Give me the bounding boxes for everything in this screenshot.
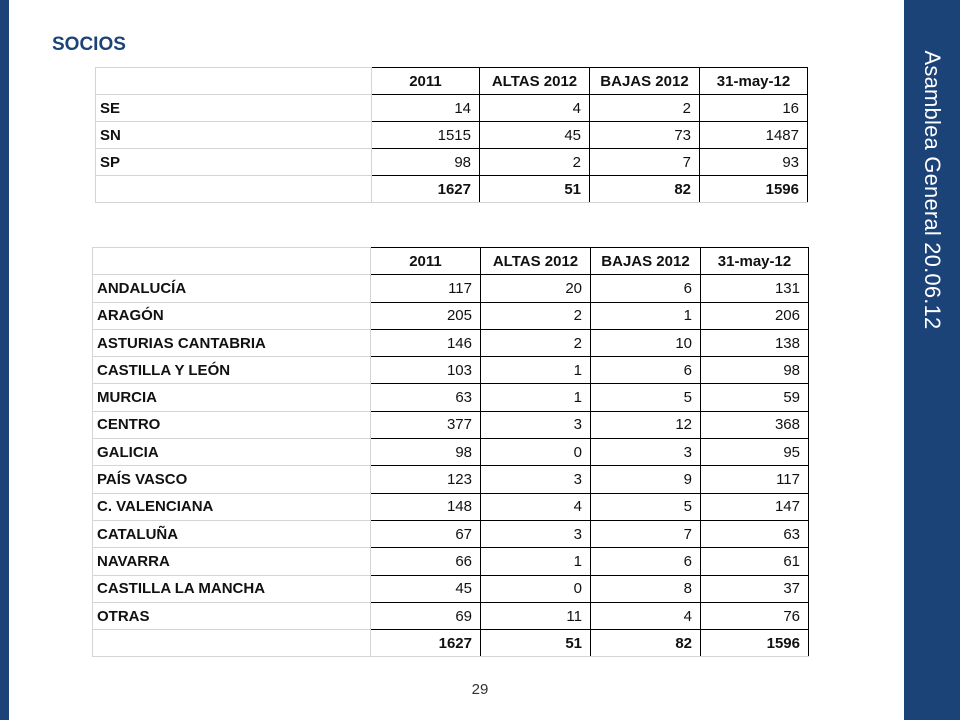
cell-value: 368 [701, 411, 809, 438]
column-header: 2011 [372, 68, 480, 95]
cell-value: 1 [481, 357, 591, 384]
total-value: 1596 [700, 176, 808, 203]
row-label: SN [96, 122, 372, 149]
row-label: CASTILLA Y LEÓN [93, 357, 371, 384]
total-value: 82 [590, 176, 700, 203]
total-value: 51 [480, 176, 590, 203]
cell-value: 206 [701, 302, 809, 329]
cell-value: 377 [371, 411, 481, 438]
cell-value: 2 [481, 329, 591, 356]
cell-value: 45 [480, 122, 590, 149]
cell-value: 5 [591, 493, 701, 520]
cell-value: 98 [371, 439, 481, 466]
slide-title: SOCIOS [52, 34, 126, 55]
cell-value: 67 [371, 520, 481, 547]
cell-value: 7 [591, 520, 701, 547]
cell-value: 95 [701, 439, 809, 466]
total-label-cell [96, 176, 372, 203]
cell-value: 37 [701, 575, 809, 602]
row-label: CASTILLA LA MANCHA [93, 575, 371, 602]
column-header: 2011 [371, 248, 481, 275]
column-header: BAJAS 2012 [590, 68, 700, 95]
table-row [96, 95, 808, 122]
cell-value: 8 [591, 575, 701, 602]
cell-value: 4 [480, 95, 590, 122]
column-header: 31-may-12 [701, 248, 809, 275]
cell-value: 3 [481, 520, 591, 547]
cell-value: 2 [481, 302, 591, 329]
cell-value: 98 [372, 149, 480, 176]
total-label-cell [93, 630, 371, 657]
cell-value: 14 [372, 95, 480, 122]
cell-value: 7 [590, 149, 700, 176]
cell-value: 12 [591, 411, 701, 438]
table-row [93, 357, 809, 384]
row-label: CENTRO [93, 411, 371, 438]
header-row [96, 68, 808, 95]
cell-value: 63 [371, 384, 481, 411]
row-label: GALICIA [93, 439, 371, 466]
cell-value: 10 [591, 329, 701, 356]
cell-value: 59 [701, 384, 809, 411]
socios-region-table [92, 247, 809, 657]
row-label: C. VALENCIANA [93, 493, 371, 520]
cell-value: 6 [591, 548, 701, 575]
row-label: ARAGÓN [93, 302, 371, 329]
row-label: NAVARRA [93, 548, 371, 575]
cell-value: 3 [591, 439, 701, 466]
row-label: MURCIA [93, 384, 371, 411]
cell-value: 16 [700, 95, 808, 122]
cell-value: 0 [481, 575, 591, 602]
table-row [93, 466, 809, 493]
total-row [96, 176, 808, 203]
table-row [93, 329, 809, 356]
column-header: ALTAS 2012 [480, 68, 590, 95]
cell-value: 2 [480, 149, 590, 176]
cell-value: 103 [371, 357, 481, 384]
row-label: ANDALUCÍA [93, 275, 371, 302]
row-label: CATALUÑA [93, 520, 371, 547]
cell-value: 45 [371, 575, 481, 602]
cell-value: 76 [701, 602, 809, 629]
column-header: 31-may-12 [700, 68, 808, 95]
column-header: BAJAS 2012 [591, 248, 701, 275]
left-accent-bar [0, 0, 9, 720]
cell-value: 131 [701, 275, 809, 302]
table-row [93, 520, 809, 547]
socios-type-table [95, 67, 808, 203]
row-label: PAÍS VASCO [93, 466, 371, 493]
cell-value: 69 [371, 602, 481, 629]
cell-value: 9 [591, 466, 701, 493]
corner-cell [96, 68, 372, 95]
table-row [93, 384, 809, 411]
table-row [93, 575, 809, 602]
page-number: 29 [471, 681, 489, 698]
table-row [93, 602, 809, 629]
cell-value: 146 [371, 329, 481, 356]
cell-value: 138 [701, 329, 809, 356]
cell-value: 123 [371, 466, 481, 493]
side-title: Asamblea General 20.06.12 [920, 50, 945, 330]
total-value: 1596 [701, 630, 809, 657]
cell-value: 98 [701, 357, 809, 384]
cell-value: 6 [591, 275, 701, 302]
cell-value: 3 [481, 466, 591, 493]
table-row [93, 439, 809, 466]
cell-value: 1 [591, 302, 701, 329]
total-value: 51 [481, 630, 591, 657]
cell-value: 93 [700, 149, 808, 176]
cell-value: 20 [481, 275, 591, 302]
cell-value: 1 [481, 548, 591, 575]
table-row [93, 411, 809, 438]
cell-value: 2 [590, 95, 700, 122]
cell-value: 3 [481, 411, 591, 438]
total-value: 1627 [371, 630, 481, 657]
cell-value: 66 [371, 548, 481, 575]
total-row [93, 630, 809, 657]
table-row [93, 275, 809, 302]
cell-value: 6 [591, 357, 701, 384]
row-label: OTRAS [93, 602, 371, 629]
column-header: ALTAS 2012 [481, 248, 591, 275]
cell-value: 1515 [372, 122, 480, 149]
row-label: SP [96, 149, 372, 176]
cell-value: 1487 [700, 122, 808, 149]
cell-value: 147 [701, 493, 809, 520]
row-label: SE [96, 95, 372, 122]
cell-value: 63 [701, 520, 809, 547]
table-row [93, 302, 809, 329]
row-label: ASTURIAS CANTABRIA [93, 329, 371, 356]
total-value: 82 [591, 630, 701, 657]
cell-value: 61 [701, 548, 809, 575]
cell-value: 73 [590, 122, 700, 149]
cell-value: 5 [591, 384, 701, 411]
cell-value: 4 [591, 602, 701, 629]
total-value: 1627 [372, 176, 480, 203]
cell-value: 1 [481, 384, 591, 411]
cell-value: 117 [371, 275, 481, 302]
cell-value: 0 [481, 439, 591, 466]
corner-cell [93, 248, 371, 275]
table-row [96, 122, 808, 149]
table-row [93, 493, 809, 520]
cell-value: 205 [371, 302, 481, 329]
cell-value: 117 [701, 466, 809, 493]
header-row [93, 248, 809, 275]
table-row [93, 548, 809, 575]
cell-value: 11 [481, 602, 591, 629]
table-row [96, 149, 808, 176]
cell-value: 148 [371, 493, 481, 520]
cell-value: 4 [481, 493, 591, 520]
